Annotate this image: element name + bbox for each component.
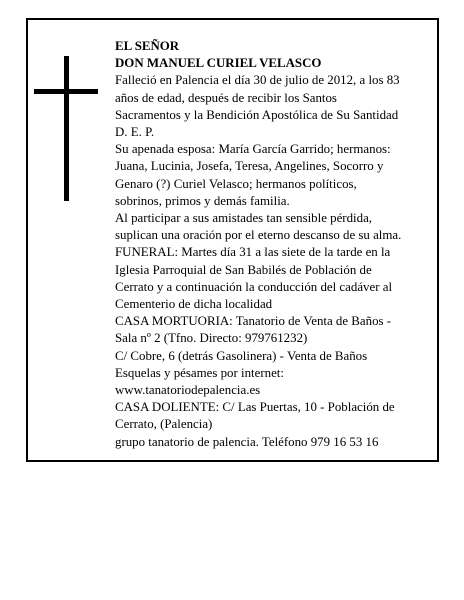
notice-line: sobrinos, primos y demás familia. bbox=[115, 193, 290, 208]
notice-line: Sala nº 2 (Tfno. Directo: 979761232) bbox=[115, 331, 308, 346]
notice-heading: EL SEÑOR bbox=[115, 39, 180, 53]
notice-line: grupo tanatorio de palencia. Teléfono 979 16 53 16 bbox=[115, 434, 379, 449]
notice-line: D. E. P. bbox=[115, 125, 155, 140]
notice-line: C/ Cobre, 6 (detrás Gasolinera) - Venta de Baños bbox=[115, 348, 368, 363]
notice-line: CASA MORTUORIA: Tanatorio de Venta de Baños - bbox=[115, 314, 392, 329]
obituary-notice bbox=[26, 18, 439, 462]
notice-line: Al participar a sus amistades tan sensible pérdida, bbox=[115, 211, 373, 226]
notice-line: FUNERAL: Martes día 31 a las siete de la tarde en la bbox=[115, 245, 391, 260]
cross-horizontal-bar bbox=[34, 89, 98, 94]
notice-line: www.tanatoriodepalencia.es bbox=[115, 383, 261, 398]
notice-line: años de edad, después de recibir los Santos bbox=[115, 90, 337, 105]
notice-line: Esquelas y pésames por internet: bbox=[115, 365, 284, 380]
notice-line: Falleció en Palencia el día 30 de julio de 2012, a los 83 bbox=[115, 73, 400, 88]
notice-line: Cerrato y a continuación la conducción del cadáver al bbox=[115, 279, 393, 294]
notice-line: Sacramentos y la Bendición Apostólica de Su Santidad bbox=[115, 107, 399, 122]
notice-line: Genaro (?) Curiel Velasco; hermanos políticos, bbox=[115, 176, 357, 191]
deceased-name: DON MANUEL CURIEL VELASCO bbox=[115, 56, 322, 71]
notice-text bbox=[115, 38, 435, 451]
notice-line: Juana, Lucinia, Josefa, Teresa, Angelines, Socorro y bbox=[115, 159, 384, 174]
notice-line: suplican una oración por el eterno descanso de su alma. bbox=[115, 228, 402, 243]
notice-line: CASA DOLIENTE: C/ Las Puertas, 10 - Población de bbox=[115, 400, 395, 415]
notice-line: Cerrato, (Palencia) bbox=[115, 417, 213, 432]
cross-icon bbox=[34, 56, 98, 201]
notice-line: Iglesia Parroquial de San Babilés de Población de bbox=[115, 262, 372, 277]
cross-vertical-bar bbox=[64, 56, 69, 201]
notice-line: Su apenada esposa: María García Garrido; hermanos: bbox=[115, 142, 391, 157]
notice-line: Cementerio de dicha localidad bbox=[115, 297, 273, 312]
